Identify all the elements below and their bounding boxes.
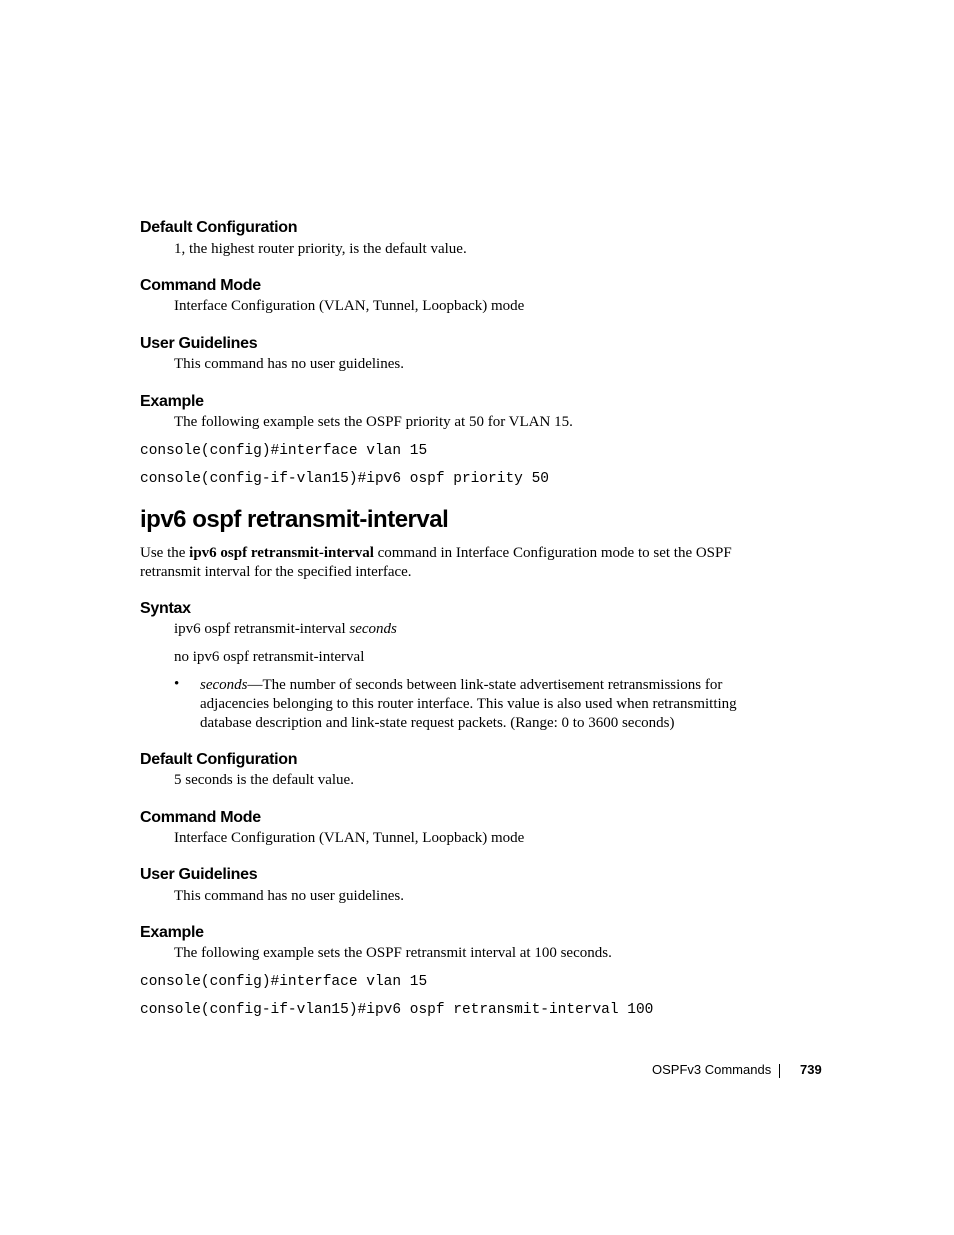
intro-command: ipv6 ospf retransmit-interval [189, 545, 374, 561]
page-number: 739 [800, 1062, 822, 1077]
syntax-heading: Syntax [140, 600, 191, 617]
syntax-no-command: no ipv6 ospf retransmit-interval [174, 649, 365, 665]
intro-suffix: command in Interface Configuration mode to set the OSPF retransmit interval for the specified interface. [140, 545, 732, 580]
default-config-text-2: 5 seconds is the default value. [174, 772, 354, 788]
code-line-2b: console(config-if-vlan15)#ipv6 ospf retransmit-interval 100 [140, 1002, 654, 1018]
syntax-command [174, 620, 397, 639]
syntax-command-name: ipv6 ospf retransmit-interval [174, 621, 346, 637]
command-mode-heading-1: Command Mode [140, 277, 261, 294]
default-config-heading-1: Default Configuration [140, 219, 298, 236]
example-text-2: The following example sets the OSPF retransmit interval at 100 seconds. [174, 945, 612, 961]
example-text-1: The following example sets the OSPF priority at 50 for VLAN 15. [174, 414, 573, 430]
bullet-param-description [200, 676, 770, 733]
footer-chapter: OSPFv3 Commands [652, 1062, 772, 1077]
example-heading-1: Example [140, 393, 204, 410]
syntax-param: seconds [349, 621, 397, 637]
footer-separator [779, 1064, 780, 1078]
default-config-heading-2: Default Configuration [140, 751, 298, 768]
code-line-1a: console(config)#interface vlan 15 [140, 443, 428, 459]
code-line-1b: console(config-if-vlan15)#ipv6 ospf priority 50 [140, 471, 549, 487]
code-line-2a: console(config)#interface vlan 15 [140, 974, 428, 990]
command-title: ipv6 ospf retransmit-interval [140, 506, 449, 533]
user-guidelines-text-1: This command has no user guidelines. [174, 356, 404, 372]
bullet-param: seconds [200, 677, 248, 693]
command-mode-text-2: Interface Configuration (VLAN, Tunnel, Loopback) mode [174, 830, 525, 846]
bullet-icon: • [174, 676, 180, 692]
user-guidelines-heading-1: User Guidelines [140, 335, 258, 352]
command-mode-heading-2: Command Mode [140, 809, 261, 826]
example-heading-2: Example [140, 924, 204, 941]
bullet-text: —The number of seconds between link-state advertisement retransmissions for adjacencies belonging to this router interface. This value is also used when retransmitting database description and link-state request packets. (Range: 0 to 3600 seconds) [200, 677, 737, 731]
intro-prefix: Use the [140, 545, 190, 561]
command-mode-text-1: Interface Configuration (VLAN, Tunnel, Loopback) mode [174, 298, 525, 314]
default-config-text-1: 1, the highest router priority, is the default value. [174, 241, 467, 257]
user-guidelines-heading-2: User Guidelines [140, 866, 258, 883]
command-intro [140, 544, 770, 582]
user-guidelines-text-2: This command has no user guidelines. [174, 888, 404, 904]
